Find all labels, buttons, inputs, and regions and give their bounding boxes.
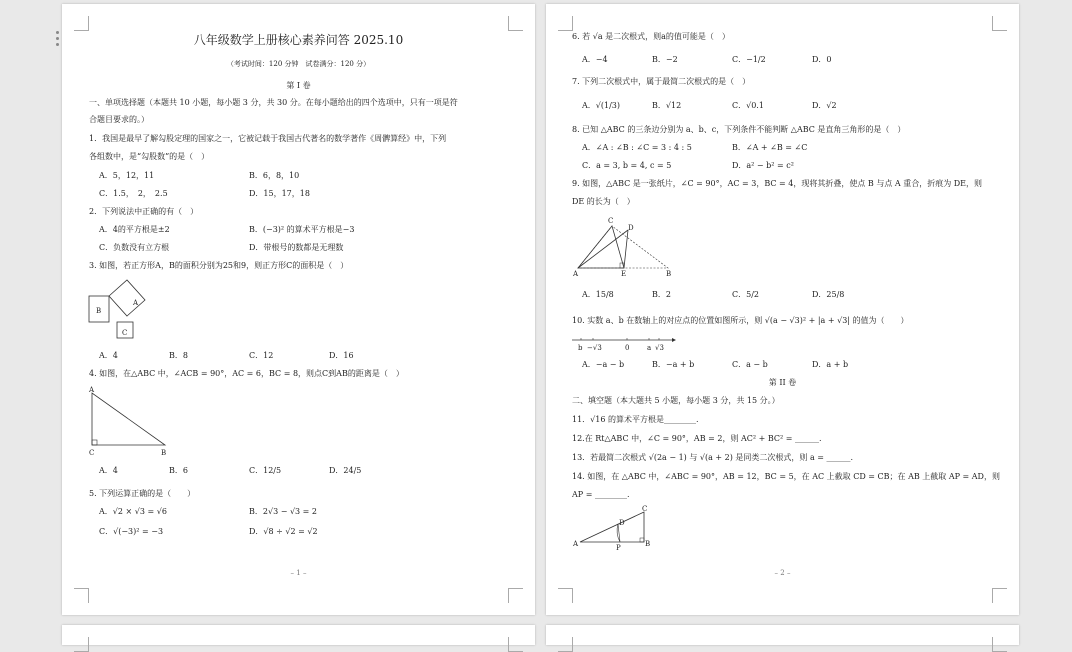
option-a: A．4 (99, 351, 118, 360)
option-c: C．a = 3, b = 4, c = 5 (582, 161, 672, 170)
crop-mark (508, 637, 523, 652)
option-d: D．a² − b² = c² (732, 161, 794, 170)
label-a: A (573, 270, 579, 278)
label-e: E (621, 270, 627, 278)
label-b: B (666, 270, 672, 278)
document-page-2 (546, 4, 1019, 615)
document-page-3 (62, 625, 535, 645)
option-d: D．15，17，18 (249, 189, 310, 198)
option-b: B．∠A + ∠B = ∠C (732, 143, 808, 152)
option-a: A．−a − b (582, 360, 625, 369)
question-10: 10. 实数 a、b 在数轴上的对应点的位置如图所示，则 √(a − √3)² + |a + √3| 的值为（ ） (572, 316, 909, 325)
option-d: D．a + b (812, 360, 849, 369)
exam-info: （考试时间：120 分钟 试卷满分：120 分） (226, 60, 371, 68)
label-c: C (642, 505, 648, 513)
part-instructions: 合题目要求的。） (89, 115, 149, 124)
option-b: B．6，8，10 (249, 171, 300, 180)
option-c: C．5/2 (732, 290, 759, 299)
question-1: 1．我国是最早了解勾股定理的国家之一，它被记载于我国古代著名的数学著作《周髀算经》中，下列 (89, 134, 447, 143)
label-p: P (616, 544, 621, 552)
option-a: A．5，12，11 (99, 171, 155, 180)
option-b: B．6 (169, 466, 188, 475)
question-1: 各组数中，是“勾股数”的是（ ） (89, 152, 210, 161)
option-d: D．√8 ÷ √2 = √2 (249, 527, 318, 536)
option-b: B．8 (169, 351, 188, 360)
crop-mark (558, 16, 573, 31)
label-a: A (573, 540, 579, 548)
axis-neg-root3: −√3 (587, 344, 602, 352)
option-b: B．−a + b (652, 360, 695, 369)
document-page-1 (62, 4, 535, 615)
question-3: 3. 如图，若正方形A，B的面积分别为25和9，则正方形C的面积是（ ） (89, 261, 349, 270)
axis-root3: √3 (655, 344, 664, 352)
question-2: 2．下列说法中正确的有（ ） (89, 207, 199, 216)
crop-mark (992, 637, 1007, 652)
option-d: D．0 (812, 55, 832, 64)
option-b: B．2√3 − √3 = 2 (249, 507, 318, 516)
axis-zero: 0 (625, 344, 630, 352)
option-a: A．−4 (582, 55, 608, 64)
question-8: 8. 已知 △ABC 的三条边分别为 a、b、c，下列条件不能判断 △ABC 是直角三角形的是（ ） (572, 125, 906, 134)
option-c: C．a − b (732, 360, 768, 369)
folding-figure (572, 216, 682, 281)
option-b: B．√12 (652, 101, 682, 110)
page-number: – 2 – (774, 569, 791, 577)
label-d: D (619, 519, 625, 527)
option-b: B．(−3)² 的算术平方根是−3 (249, 225, 355, 234)
label-b: B (645, 540, 651, 548)
triangle-arc-figure (572, 506, 662, 551)
option-a: A．4 (99, 466, 118, 475)
option-c: C．12 (249, 351, 274, 360)
triangle-figure (89, 387, 179, 457)
question-9: DE 的长为（ ） (572, 197, 635, 206)
question-14: 14. 如图，在 △ABC 中，∠ABC = 90°，AB = 12，BC = 5，在 AC 上截取 CD = CB；在 AB 上截取 AP = AD，则 (572, 472, 1000, 481)
question-12: 12.在 Rt△ABC 中，∠C = 90°，AB = 2，则 AC² + BC² = ______. (572, 434, 822, 443)
axis-b: b (578, 344, 583, 352)
option-a: A．√(1/3) (582, 101, 620, 110)
label-c: C (89, 449, 95, 457)
option-b: B．2 (652, 290, 671, 299)
axis-a: a (647, 344, 652, 352)
option-a: A．∠A : ∠B : ∠C = 3 : 4 : 5 (582, 143, 692, 152)
label-c: C (608, 217, 614, 225)
label-d: D (628, 224, 634, 232)
question-6: 6. 若 √a 是二次根式，则a的值可能是（ ） (572, 32, 730, 41)
option-d: D．16 (329, 351, 354, 360)
question-11: 11．√16 的算术平方根是________. (572, 415, 699, 424)
option-c: C．1.5， 2， 2.5 (99, 189, 168, 198)
crop-mark (558, 588, 573, 603)
crop-mark (508, 588, 523, 603)
option-c: C．12/5 (249, 466, 282, 475)
crop-mark (74, 588, 89, 603)
option-d: D．√2 (812, 101, 837, 110)
option-a: A．4的平方根是±2 (99, 225, 170, 234)
page-number: – 1 – (290, 569, 307, 577)
label-a: A (89, 386, 95, 394)
label-b: B (96, 307, 102, 315)
label-c: C (122, 329, 128, 337)
part-instructions: 一、单项选择题（本题共 10 小题，每小题 3 分，共 30 分。在每小题给出的四个选项中，只有一项是符 (89, 98, 458, 107)
question-9: 9. 如图，△ABC 是一张纸片，∠C = 90°，AC = 3，BC = 4，现将其折叠，使点 B 与点 A 重合，折痕为 DE，则 (572, 179, 983, 188)
option-c: C．负数没有立方根 (99, 243, 170, 252)
question-4: 4. 如图，在△ABC 中，∠ACB = 90°，AC = 6，BC = 8，则点C到AB的距离是（ ） (89, 369, 404, 378)
option-b: B．−2 (652, 55, 678, 64)
option-a: A．15/8 (582, 290, 614, 299)
crop-mark (74, 16, 89, 31)
part-instructions: 二、填空题（本大题共 5 小题，每小题 3 分，共 15 分。） (572, 396, 780, 405)
squares-figure (89, 276, 169, 346)
option-d: D．24/5 (329, 466, 362, 475)
page-title: 八年级数学上册核心素养问答 2025.10 (193, 33, 404, 47)
option-c: C．√0.1 (732, 101, 764, 110)
crop-mark (74, 637, 89, 652)
section-heading: 第 II 卷 (768, 378, 797, 387)
question-13: 13．若最简二次根式 √(2a − 1) 与 √(a + 2) 是同类二次根式，则 a = ______. (572, 453, 854, 462)
question-7: 7. 下列二次根式中，属于最简二次根式的是（ ） (572, 77, 751, 86)
crop-mark (992, 16, 1007, 31)
option-d: D．25/8 (812, 290, 845, 299)
option-c: C．√(−3)² = −3 (99, 527, 164, 536)
option-a: A．√2 × √3 = √6 (99, 507, 167, 516)
option-d: D．带根号的数都是无理数 (249, 243, 344, 252)
question-5: 5. 下列运算正确的是（ ） (89, 489, 196, 498)
document-page-4 (546, 625, 1019, 645)
section-heading: 第 I 卷 (286, 81, 311, 90)
crop-mark (558, 637, 573, 652)
crop-mark (508, 16, 523, 31)
number-line-figure (572, 334, 682, 354)
crop-mark (992, 588, 1007, 603)
option-c: C．−1/2 (732, 55, 766, 64)
question-14: AP = ________. (572, 490, 630, 499)
label-a: A (133, 299, 139, 307)
label-b: B (161, 449, 167, 457)
